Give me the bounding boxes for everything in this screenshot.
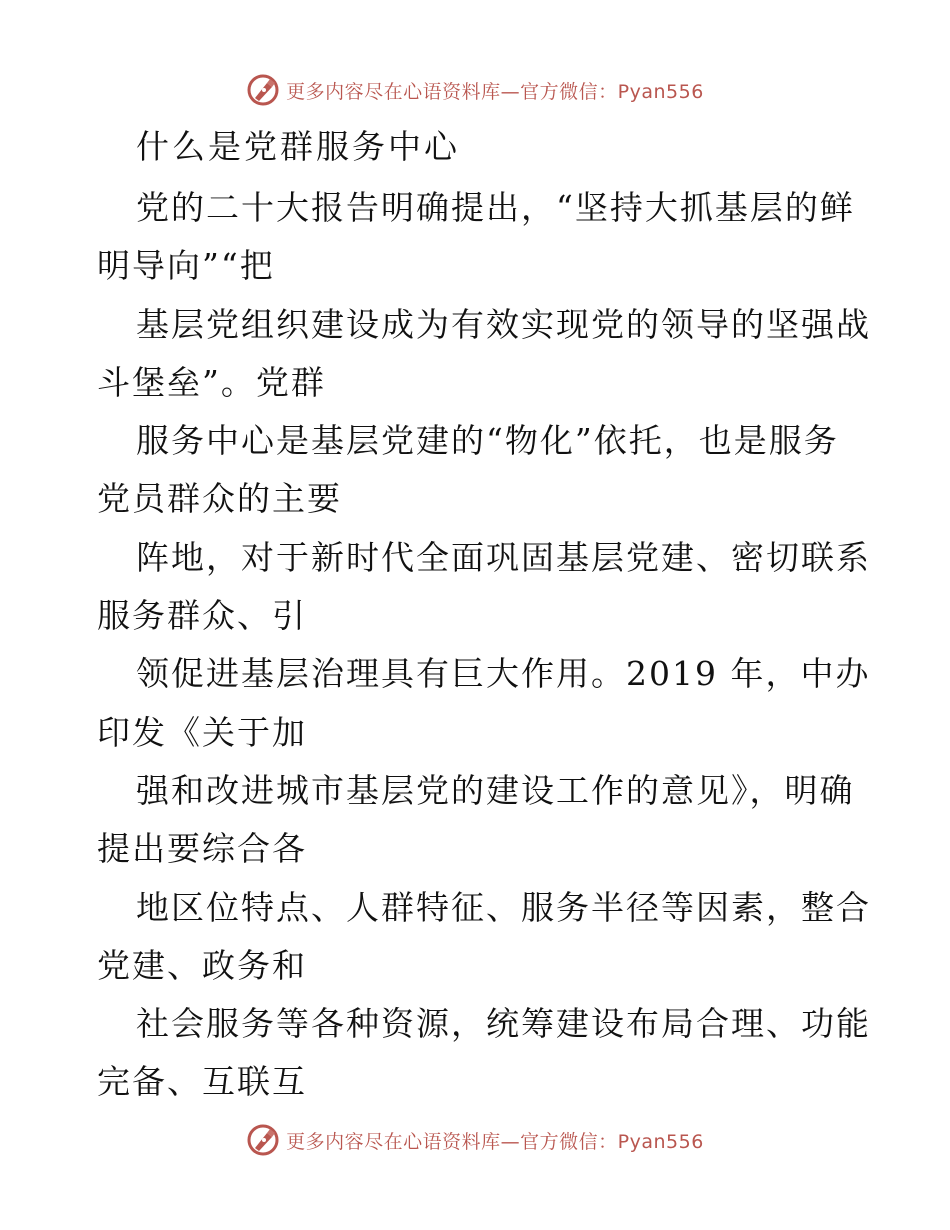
page-title: 什么是党群服务中心 bbox=[136, 127, 460, 166]
pen-logo-icon bbox=[246, 1123, 280, 1157]
pen-logo-icon bbox=[246, 73, 280, 107]
text-line: 服务中心是基层党建的“物化”依托，也是服务 bbox=[136, 421, 839, 461]
text-line: 明导向”“把 bbox=[97, 246, 275, 286]
text-line: 地区位特点、人群特征、服务半径等因素，整合 bbox=[136, 887, 871, 927]
text-line: 强和改进城市基层党的建设工作的意见》，明确 bbox=[136, 770, 855, 810]
text-line: 印发《关于加 bbox=[97, 712, 307, 752]
text-line: 领促进基层治理具有巨大作用。2019 年，中办 bbox=[136, 654, 871, 694]
text-line: 党的二十大报告明确提出，“坚持大抓基层的鲜 bbox=[136, 188, 855, 227]
text-line: 社会服务等各种资源，统筹建设布局合理、功能 bbox=[136, 1004, 871, 1044]
text-line: 党建、政务和 bbox=[97, 945, 307, 985]
document-body bbox=[97, 179, 871, 1112]
watermark-text: 更多内容尽在心语资料库—官方微信：Pyan556 bbox=[286, 1130, 704, 1153]
text-line: 阵地，对于新时代全面巩固基层党建、密切联系 bbox=[136, 537, 871, 577]
text-line: 服务群众、引 bbox=[97, 596, 307, 636]
text-line: 斗堡垒”。党群 bbox=[97, 362, 326, 402]
text-line: 基层党组织建设成为有效实现党的领导的坚强战 bbox=[136, 304, 871, 344]
watermark-header bbox=[0, 70, 950, 110]
watermark-footer bbox=[0, 1120, 950, 1160]
text-line: 提出要综合各 bbox=[97, 829, 307, 869]
text-line: 党员群众的主要 bbox=[97, 479, 342, 519]
text-line: 完备、互联互 bbox=[97, 1062, 307, 1102]
watermark-text: 更多内容尽在心语资料库—官方微信：Pyan556 bbox=[286, 80, 704, 103]
